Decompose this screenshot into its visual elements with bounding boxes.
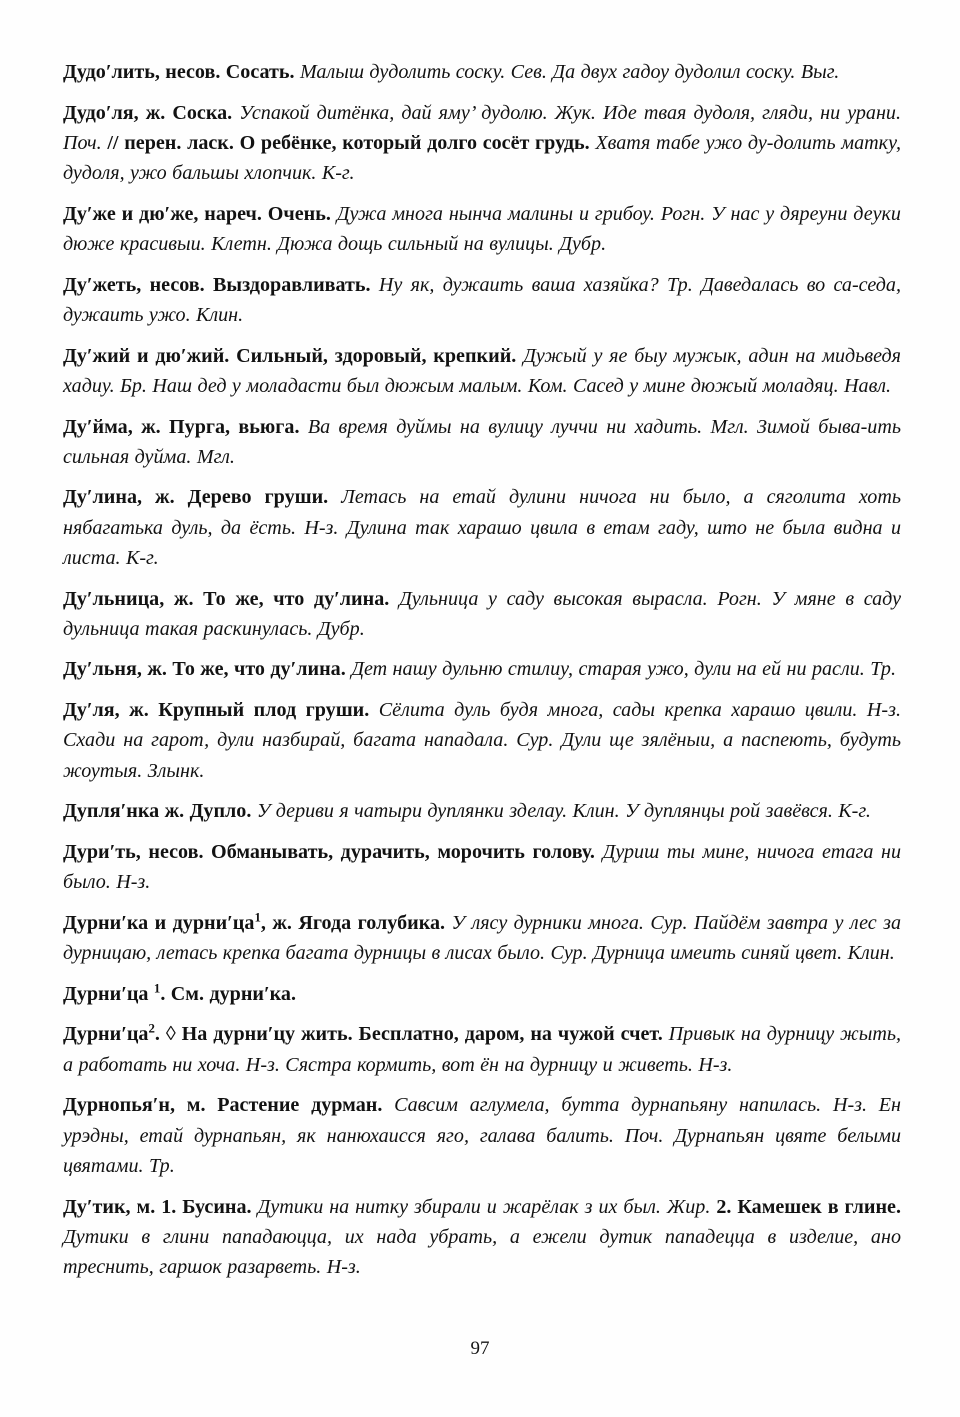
entry-headword: Ду′же и дю′же, нареч. Очень. xyxy=(63,202,337,225)
entry-citation: Дет нашу дульню стилиу, старая ужо, дули на ей ни расли. Тр. xyxy=(351,658,896,681)
dictionary-entry xyxy=(63,908,901,968)
entry-headword: Ду′ля, ж. Крупный плод груши. xyxy=(63,699,379,722)
entry-citation: Сёлита дуль будя многа, сады крепка харашо цвили. Н-з. Схади на гарот, дули назбирай, багата нападала. Сур. Дули ще зялёныи, а паспеють, будуть жоутыя. Злынк. xyxy=(63,699,901,782)
dictionary-entry xyxy=(63,57,901,87)
entry-headword: Ду′жий и дю′жий. Сильный, здоровый, крепкий. xyxy=(63,344,524,367)
entry-definition: 2. Камешек в глине. xyxy=(716,1195,901,1218)
entry-headword: Ду′льница, ж. То же, что ду′лина. xyxy=(63,587,399,610)
entry-headword: Дурнопья′н, м. Растение дурман. xyxy=(63,1094,395,1117)
dictionary-entry xyxy=(63,695,901,786)
entry-citation: Дуриш ты мине, ничога етага ни было. Н-з. xyxy=(63,840,901,894)
entry-citation: Летась на етай дулини ничога ни было, а сяголита хоть нябагатька дуль, да ёсть. Н-з. Дулина так харашо цвила в етам гаду, што не была видна и листа. К-г. xyxy=(63,486,902,569)
entry-citation: Дужа многа нынча малины и грибоу. Рогн. У нас у дяреуни деуки дюже красивыи. Клетн. Дюжа дощь сильный на вулицы. Дубр. xyxy=(63,202,901,256)
homonym-superscript: 1 xyxy=(153,981,161,996)
entry-headword: Дури′ть, несов. Обманывать, дурачить, морочить голову. xyxy=(63,840,603,863)
entry-citation: Дужый у яе быу мужык, адин на мидьведя хадиу. Бр. Наш дед у моладасти был дюжым малым. Ком. Сасед у мине дюжый моладяц. Навл. xyxy=(63,344,901,397)
dictionary-entry xyxy=(63,482,901,573)
entry-headword: Дудо′ля, ж. Соска. xyxy=(63,101,240,124)
entry-headword: Дурни′ца xyxy=(63,1023,149,1046)
dictionary-entry xyxy=(63,1192,901,1283)
entry-headword: Ду′йма, ж. Пурга, вьюга. xyxy=(63,415,308,438)
entry-citation: Привык на дурницу жыть, а работать ни хоча. Н-з. Сястра кормить, вот ён на дурницу и живеть. Н-з. xyxy=(63,1023,902,1076)
entry-citation: Дутики в глини пападаюцца, их нада убрать, а ежели дутик пападецца в изделие, ано треснить, гаршок разарветь. Н-з. xyxy=(63,1225,901,1278)
dictionary-entry xyxy=(63,270,901,330)
entry-citation: Ну як, дужаить ваша хазяйка? Тр. Даведалась во са-седа, дужаить ужо. Клин. xyxy=(63,273,901,326)
entry-citation: Ва время дуймы на вулицу луччи ни хадить. Мгл. Зимой быва-ить сильная дуйма. Мгл. xyxy=(63,415,901,468)
entry-headword: Дупля′нка ж. Дупло. xyxy=(63,800,257,823)
dictionary-entry xyxy=(63,98,901,189)
entry-citation: Дутики на нитку збирали и жарёлак з их был. Жир. xyxy=(257,1195,717,1218)
entry-citation: Савсим аглумела, бутта дурнапьяну напилась. Н-з. Ен урэдны, етай дурнапьян, як нанюхаисся яго, галава балить. Поч. Дурнапьян цвяте белыми цвятами. Тр. xyxy=(63,1094,902,1177)
dictionary-entry xyxy=(63,1019,901,1079)
entry-definition: // перен. ласк. О ребёнке, который долго сосёт грудь. xyxy=(107,131,596,154)
entry-headword: Дудо′лить, несов. Сосать. xyxy=(63,61,300,83)
dictionary-entry xyxy=(63,837,901,897)
entries-column xyxy=(63,57,901,1282)
homonym-superscript: 2 xyxy=(148,1021,155,1036)
dictionary-entry xyxy=(63,654,901,684)
dictionary-entry xyxy=(63,584,901,644)
entry-headword: Ду′льня, ж. То же, что ду′лина. xyxy=(63,658,352,681)
entry-citation: Хватя табе ужо ду-долить матку, дудоля, ужо бальшы хлопчик. К-г. xyxy=(63,131,902,185)
page-number: 97 xyxy=(470,1338,490,1359)
entry-citation: Малыш дудолить соску. Сев. Да двух гадоу дудолил соску. Выг. xyxy=(299,61,840,83)
entry-citation: У дериви я чатыри дуплянки зделау. Клин. У дуплянцы рой завёвся. К-г. xyxy=(256,800,871,823)
dictionary-entry xyxy=(63,1090,901,1181)
entry-headword: Дурни′ца xyxy=(63,982,154,1005)
dictionary-entry xyxy=(63,412,901,472)
entry-headword: Ду′лина, ж. Дерево груши. xyxy=(63,486,342,509)
dictionary-entry xyxy=(63,796,901,826)
entry-citation: У лясу дурники многа. Сур. Пайдём завтра у лес за дурницаю, летась крепка багата дурницы в лисах было. Сур. Дурница имеить синяй цвет. Клин. xyxy=(63,911,902,965)
entry-citation: Дульница у саду высокая вырасла. Рогн. У мяне в саду дульница такая раскинулась. Дубр. xyxy=(63,587,901,640)
entry-headword: Ду′жеть, несов. Выздоравливать. xyxy=(63,273,379,296)
homonym-superscript: 1 xyxy=(254,910,261,925)
dictionary-entry xyxy=(63,199,901,259)
entry-definition: . ◊ На дурни′цу жить. Бесплатно, даром, на чужой счет. xyxy=(154,1023,669,1046)
dictionary-entry xyxy=(63,979,901,1009)
entry-definition: . См. дурни′ка. xyxy=(160,982,296,1005)
entry-citation: Успакой дитёнка, дай яму’ дудолю. Жук. Иде твая дудоля, гляди, ни урани. Поч. xyxy=(63,101,901,154)
entry-headword: Дурни′ка и дурни′ца xyxy=(63,911,255,934)
dictionary-entry xyxy=(63,341,901,401)
entry-headword: Ду′тик, м. 1. Бусина. xyxy=(63,1195,258,1218)
entry-definition: , ж. Ягода голубика. xyxy=(260,911,452,934)
